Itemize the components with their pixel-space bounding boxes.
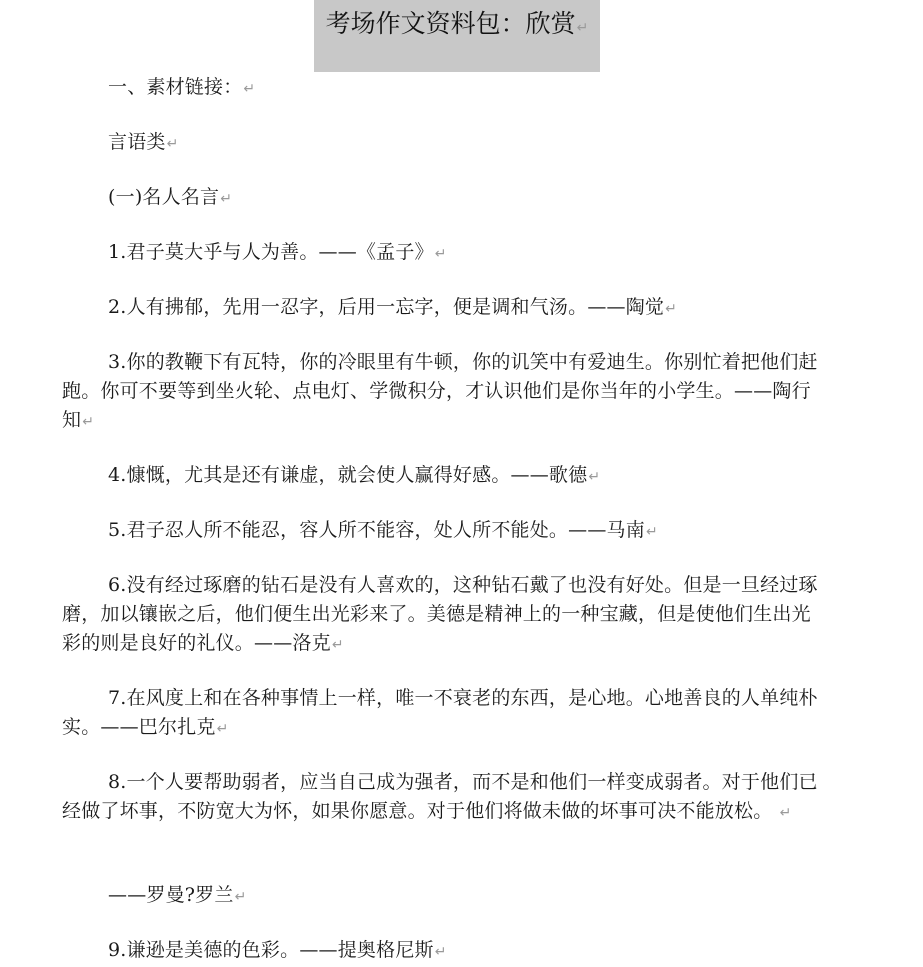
return-mark-icon: ↵ bbox=[645, 524, 658, 540]
return-mark-icon: ↵ bbox=[576, 20, 589, 36]
return-mark-icon: ↵ bbox=[331, 637, 344, 653]
return-mark-icon: ↵ bbox=[779, 805, 792, 821]
quote-paragraph: 1.君子莫大乎与人为善。——《孟子》↵ bbox=[108, 241, 447, 263]
return-mark-icon: ↵ bbox=[434, 246, 447, 262]
return-mark-icon: ↵ bbox=[220, 191, 233, 207]
document-title: 考场作文资料包：欣赏↵ bbox=[325, 9, 589, 38]
quote-paragraph: 5.君子忍人所不能忍，容人所不能容，处人所不能处。——马南↵ bbox=[108, 519, 658, 541]
return-mark-icon: ↵ bbox=[434, 944, 447, 960]
quote-paragraph: 3.你的教鞭下有瓦特，你的冷眼里有牛顿，你的讥笑中有爱迪生。你别忙着把他们赶跑。你可不要等到坐火轮、点电灯、学微积分，才认识他们是你当年的小学生。——陶行知↵ bbox=[62, 351, 818, 431]
return-mark-icon: ↵ bbox=[166, 136, 179, 152]
quote-paragraph: 2.人有拂郁，先用一忍字，后用一忘字，便是调和气汤。——陶觉↵ bbox=[108, 296, 678, 318]
return-mark-icon: ↵ bbox=[234, 889, 247, 905]
quote-paragraph: 7.在风度上和在各种事情上一样，唯一不衰老的东西，是心地。心地善良的人单纯朴实。——巴尔扎克↵ bbox=[62, 687, 818, 738]
return-mark-icon: ↵ bbox=[588, 469, 601, 485]
return-mark-icon: ↵ bbox=[665, 301, 678, 317]
return-mark-icon: ↵ bbox=[82, 414, 95, 430]
return-mark-icon: ↵ bbox=[243, 81, 256, 97]
quote-paragraph: 8.一个人要帮助弱者，应当自己成为强者，而不是和他们一样变成弱者。对于他们已经做了坏事，不防宽大为怀，如果你愿意。对于他们将做未做的坏事可决不能放松。 ↵ bbox=[62, 771, 818, 822]
subsection-heading: (一)名人名言↵ bbox=[108, 186, 233, 208]
quote-paragraph: 9.谦逊是美德的色彩。——提奥格尼斯↵ bbox=[108, 939, 447, 961]
quote-paragraph: 6.没有经过琢磨的钻石是没有人喜欢的，这种钻石戴了也没有好处。但是一旦经过琢磨，加以镶嵌之后，他们便生出光彩来了。美德是精神上的一种宝藏，但是使他们生出光彩的则是良好的礼仪。——洛克↵ bbox=[62, 574, 818, 654]
category-heading: 言语类↵ bbox=[108, 131, 179, 153]
return-mark-icon: ↵ bbox=[216, 721, 229, 737]
quote-paragraph: 4.慷慨，尤其是还有谦虚，就会使人赢得好感。——歌德↵ bbox=[108, 464, 601, 486]
quote-attribution: ——罗曼?罗兰↵ bbox=[108, 884, 247, 906]
section-heading: 一、素材链接：↵ bbox=[108, 76, 256, 98]
